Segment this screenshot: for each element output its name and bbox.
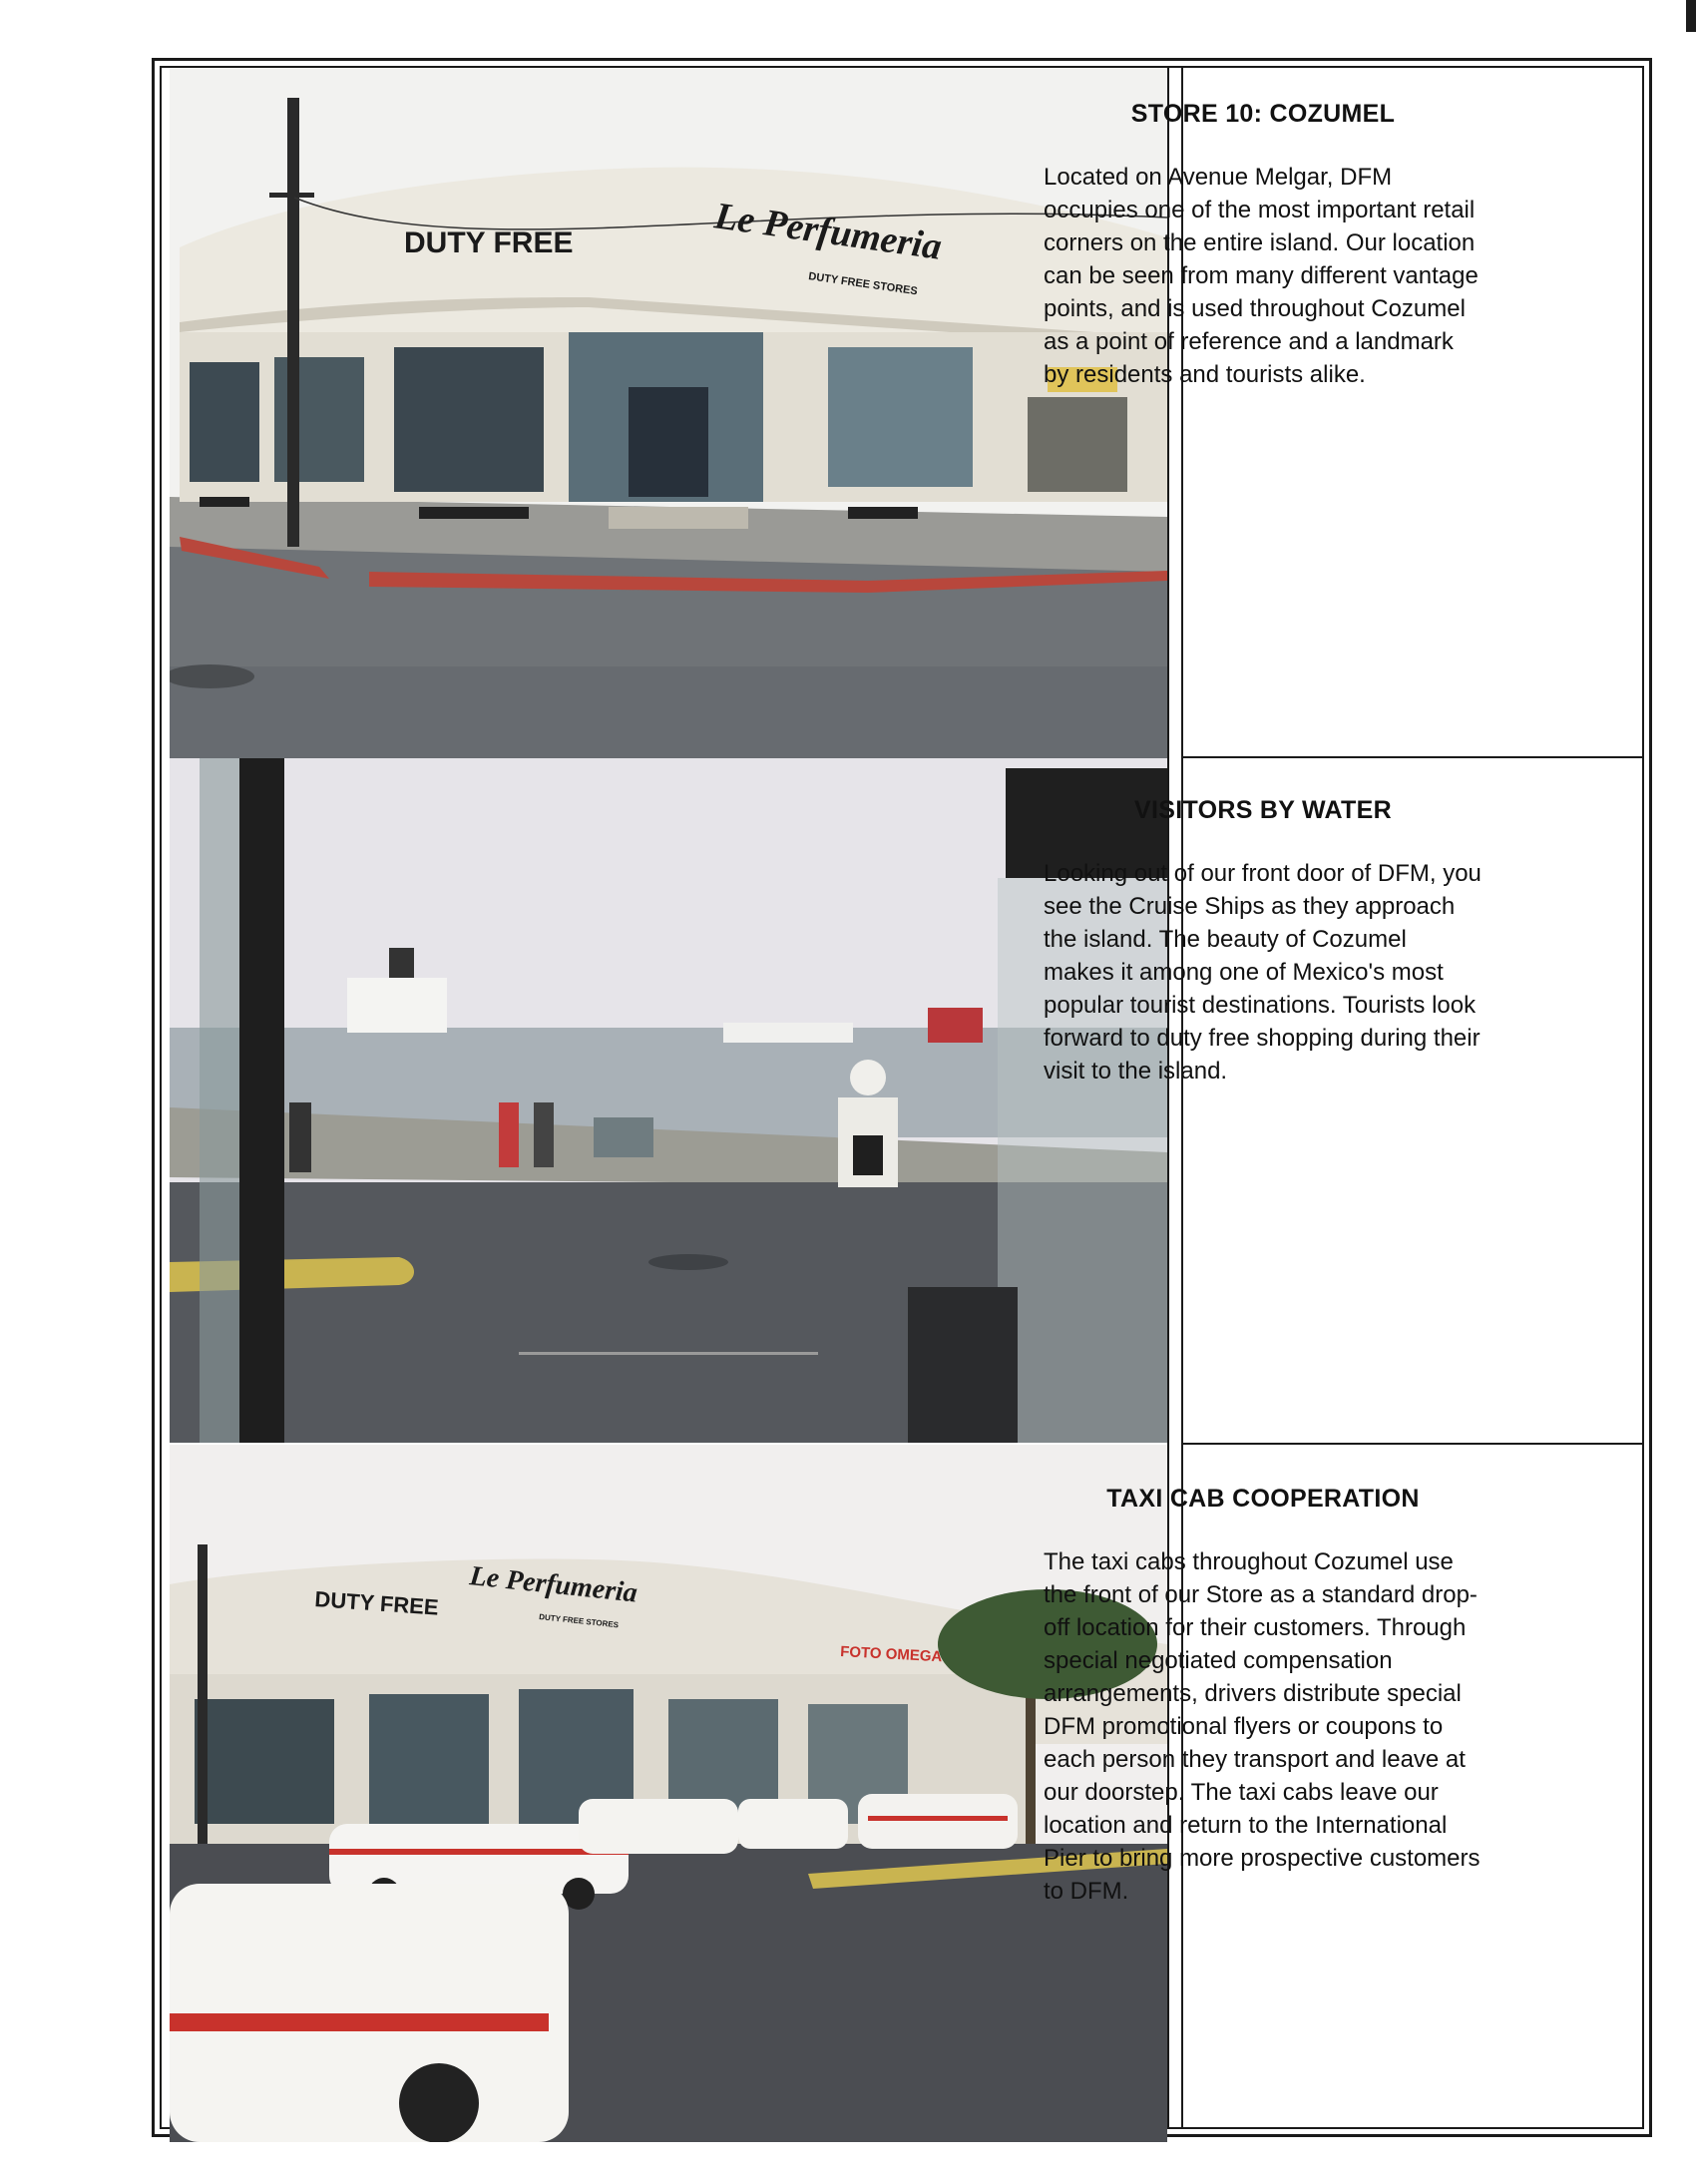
sign-duty-free-stores-2: DUTY FREE STORES bbox=[538, 1612, 620, 1630]
section-body: Looking out of our front door of DFM, you see the Cruise Ships as they approach the island. The beauty of Cozumel makes it among one of Mexico's most popular tourist destinations. Tourists look forward to duty free shopping during their visit to the island. bbox=[1044, 860, 1482, 1085]
photo-taxis bbox=[170, 1445, 1167, 2142]
section-body: Located on Avenue Melgar, DFM occupies one of the most important retail corners on the entire island. Our location can be seen from many different vantage points, and is used throughout Cozumel as a point of reference and a landmark by residents and tourists alike. bbox=[1044, 164, 1479, 388]
sign-foto-omega: FOTO OMEGA bbox=[839, 1643, 943, 1666]
sign-duty-free: DUTY FREE bbox=[404, 226, 574, 259]
sign-le-perfumeria: Le Perfumeria bbox=[711, 195, 945, 268]
section-body: The taxi cabs throughout Cozumel use the front of our Store as a standard drop-off location for their customers. Through special negotiated compensation arrangements, drivers distribute special DFM promotional flyers or coupons to each person they transport and leave at our doorstep. The taxi cabs leave our location and return to the International Pier to bring more prospective customers to DFM. bbox=[1044, 1548, 1481, 1905]
sign-duty-free-2: DUTY FREE bbox=[313, 1586, 440, 1620]
scan-edge-mark bbox=[1686, 0, 1696, 32]
section-title: STORE 10: COZUMEL bbox=[1130, 100, 1396, 128]
divider-row-2 bbox=[1181, 1443, 1642, 1445]
divider-row-1 bbox=[1181, 756, 1642, 758]
section-visitors-by-water bbox=[1044, 796, 1483, 1088]
section-store-10 bbox=[1044, 100, 1483, 391]
section-title: TAXI CAB COOPERATION bbox=[1106, 1485, 1420, 1513]
sign-duty-free-stores: DUTY FREE STORES bbox=[807, 270, 919, 298]
section-title: VISITORS BY WATER bbox=[1134, 796, 1392, 824]
sign-le-perfumeria-2: Le Perfumeria bbox=[468, 1560, 639, 1609]
photo-storefront bbox=[170, 68, 1167, 758]
section-taxi-cab-cooperation bbox=[1044, 1485, 1483, 1908]
photo-waterfront bbox=[170, 758, 1167, 1443]
